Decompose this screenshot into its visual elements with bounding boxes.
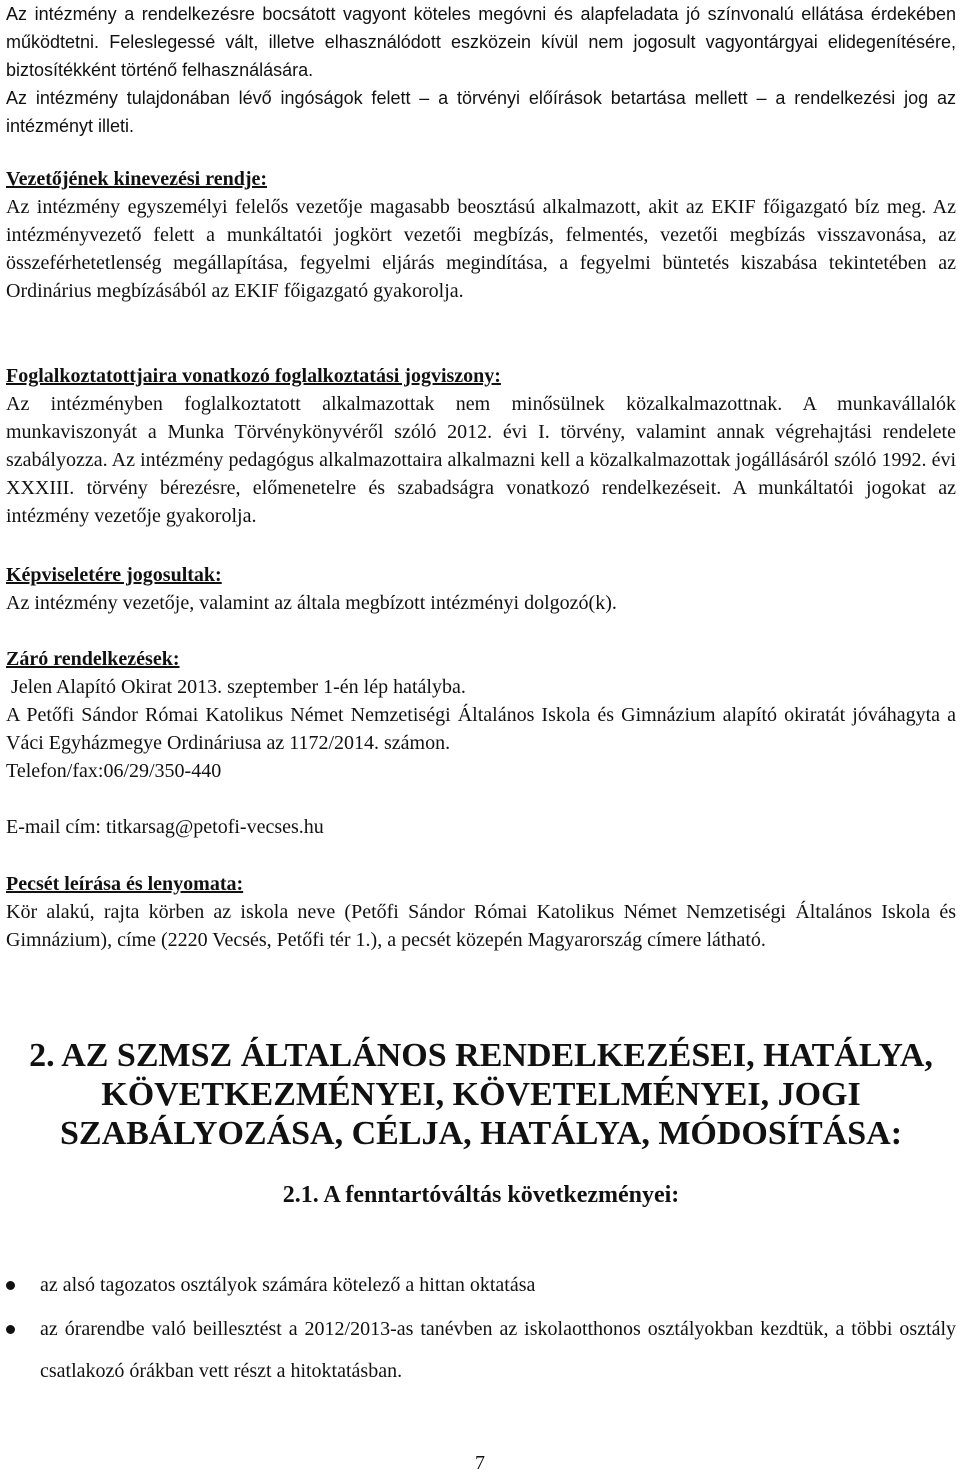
intro-paragraph-1: Az intézmény a rendelkezésre bocsátott vagyont köteles megóvni és alapfeladata jó színvonalú ellátása érdekében működtetni. Feleslegessé vált, illetve elhasználódott eszközein kívül nem jogosult vagyontárgyai elidegenítésére, biztosítékként történő felhasználására. [6, 4, 956, 80]
employment-paragraph: Az intézményben foglalkoztatott alkalmazottak nem minősülnek közalkalmazottnak. A munkavállalók munkaviszonyát a Munka Törvénykönyvéről szóló 2012. évi I. törvény, valamint annak végrehajtási rendelete szabályozza. Az intézmény pedagógus alkalmazottaira alkalmazni kell a közalkalmazottak jogállásáról szóló 1992. évi XXXIII. törvény bérezésre, előmenetelre és szabadságra vonatkozó rendelkezéseit. A munkáltatói jogokat az intézmény vezetője gyakorolja. [6, 393, 956, 527]
representation-paragraph: Az intézmény vezetője, valamint az általa megbízott intézményi dolgozó(k). [6, 592, 617, 614]
seal-paragraph: Kör alakú, rajta körben az iskola neve (Petőfi Sándor Római Katolikus Német Nemzetiségi Általános Iskola és Gimnázium), címe (2220 Vecsés, Petőfi tér 1.), a pecsét közepén Magyarország címere látható. [6, 901, 956, 951]
contact-email: E-mail cím: titkarsag@petofi-vecses.hu [6, 816, 324, 838]
chapter-title-line-1: 2. AZ SZMSZ ÁLTALÁNOS RENDELKEZÉSEI, HATÁLYA, [29, 1037, 933, 1074]
leader-section [6, 165, 956, 305]
list-item-text: az alsó tagozatos osztályok számára kötelező a hittan oktatása [40, 1274, 536, 1296]
leader-heading: Vezetőjének kinevezési rendje: [6, 168, 268, 190]
contact-phone: Telefon/fax:06/29/350-440 [6, 760, 222, 782]
chapter-title-line-2: KÖVETKEZMÉNYEI, KÖVETELMÉNYEI, JOGI [101, 1076, 861, 1113]
employment-section [6, 362, 956, 530]
list-item [6, 1308, 956, 1392]
representation-section [6, 561, 956, 617]
bullet-icon [6, 1325, 15, 1334]
list-item-text: az órarendbe való beillesztést a 2012/2013-as tanévben az iskolaotthonos osztályokban kezdtük, a többi osztály csatlakozó órákban vett részt a hitoktatásban. [40, 1318, 956, 1382]
intro-section [6, 0, 956, 140]
leader-paragraph: Az intézmény egyszemélyi felelős vezetője magasabb beosztású alkalmazott, akit az EKIF főigazgató bíz meg. Az intézményvezető felett a munkáltatói jogkört vezetői megbízás, felmentés, vezetői megbízás visszavonása, az összeférhetetlenség megállapítása, fegyelmi eljárás megindítása, a fegyelmi büntetés kiszabása tekintetében az Ordinárius megbízásából az EKIF főigazgató gyakorolja. [6, 196, 956, 302]
seal-heading: Pecsét leírása és lenyomata: [6, 873, 244, 895]
closing-effective-date: Jelen Alapító Okirat 2013. szeptember 1-én lép hatályba. [6, 676, 466, 698]
seal-section [6, 870, 956, 954]
representation-heading: Képviseletére jogosultak: [6, 564, 222, 586]
employment-heading: Foglalkoztatottjaira vonatkozó foglalkoztatási jogviszony: [6, 365, 501, 387]
closing-heading: Záró rendelkezések: [6, 648, 180, 670]
bullet-icon [6, 1281, 15, 1290]
closing-section [6, 645, 956, 841]
consequences-list [6, 1264, 956, 1392]
list-item [6, 1264, 956, 1306]
page-number: 7 [475, 1452, 485, 1474]
intro-paragraph-2: Az intézmény tulajdonában lévő ingóságok felett – a törvényi előírások betartása mellett – a rendelkezési jog az intézményt illeti. [6, 88, 956, 136]
closing-approval-paragraph: A Petőfi Sándor Római Katolikus Német Nemzetiségi Általános Iskola és Gimnázium alapító okiratát jóváhagyta a Váci Egyházmegye Ordináriusa az 1172/2014. számon. [6, 704, 956, 754]
subsection-title: 2.1. A fenntartóváltás következményei: [282, 1182, 680, 1208]
chapter-title-line-3: SZABÁLYOZÁSA, CÉLJA, HATÁLYA, MÓDOSÍTÁSA: [59, 1115, 903, 1152]
